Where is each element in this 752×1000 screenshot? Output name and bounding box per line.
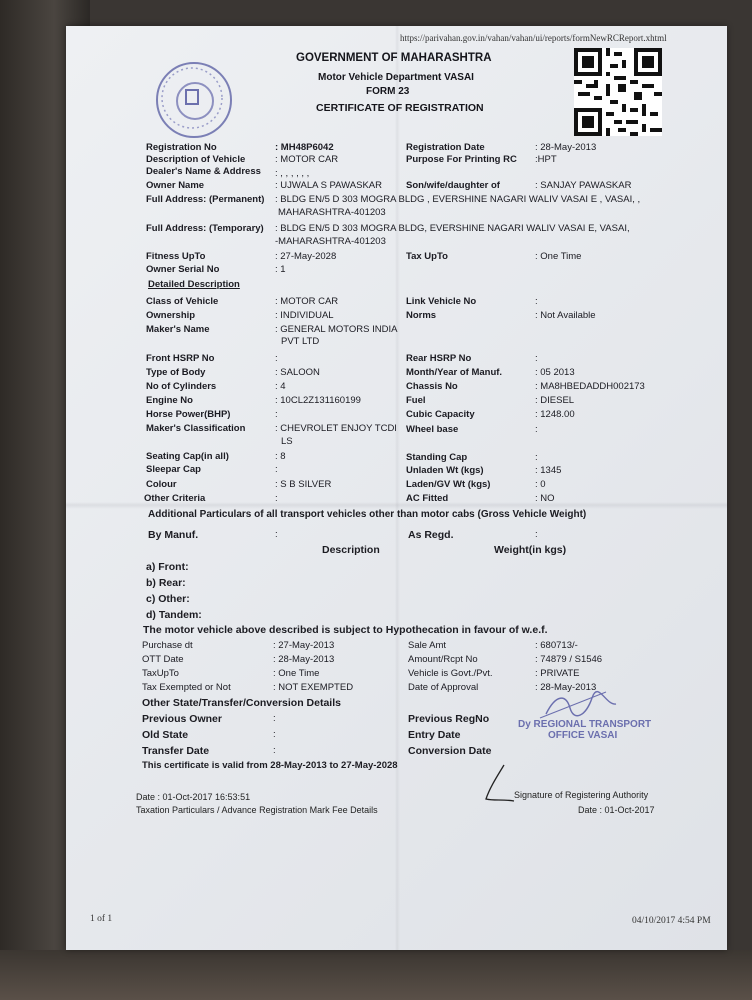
wheelbase-label: Wheel base [406, 424, 459, 435]
sale-label: Sale Amt [408, 640, 447, 651]
maker-class-label: Maker's Classification [146, 423, 246, 434]
rear-hsrp-value: : [535, 353, 538, 364]
approval-label: Date of Approval [408, 682, 479, 693]
standing-label: Standing Cap [406, 452, 468, 463]
purpose-label: Purpose For Printing RC [406, 154, 517, 165]
sleeper-label: Sleepar Cap [146, 464, 201, 475]
manuf-month-value: : 05 2013 [535, 367, 575, 378]
by-manuf-label: By Manuf. [148, 529, 199, 541]
fitness-value: : 27-May-2028 [275, 251, 337, 262]
prev-owner-colon: : [273, 713, 276, 724]
temp-address-line1: : BLDG EN/5 D 303 MOGRA BLDG, EVERSHINE NAGARI WALIV VASAI E, VASAI, [275, 223, 630, 234]
exempt-label: Tax Exempted or Not [142, 682, 231, 693]
class-value: : MOTOR CAR [275, 296, 339, 307]
laden-value: : 0 [535, 479, 546, 490]
validity-text: This certificate is valid from 28-May-2013 to 27-May-2028 [142, 760, 398, 771]
unladen-value: : 1345 [535, 465, 562, 476]
fitness-label: Fitness UpTo [146, 251, 206, 262]
chassis-label: Chassis No [406, 381, 458, 392]
seating-label: Seating Cap(in all) [146, 451, 229, 462]
by-manuf-colon: : [275, 529, 278, 540]
tandem-weight-label: d) Tandem: [146, 609, 202, 621]
conversion-date-label: Conversion Date [408, 745, 492, 757]
other-weight-label: c) Other: [146, 593, 190, 605]
desc-value: : MOTOR CAR [275, 154, 339, 165]
tax-value: : One Time [535, 251, 582, 262]
ott-value: : 28-May-2013 [273, 654, 335, 665]
entry-date-label: Entry Date [408, 729, 461, 741]
purchase-label: Purchase dt [142, 640, 193, 651]
old-state-colon: : [273, 729, 276, 740]
owner-label: Owner Name [146, 180, 205, 191]
form-title: FORM 23 [366, 86, 410, 97]
dealer-label: Dealer's Name & Address [146, 166, 261, 177]
relation-label: Son/wife/daughter of [406, 180, 500, 191]
serial-value: : 1 [275, 264, 286, 275]
description-col-header: Description [322, 544, 380, 556]
hypothecation-text: The motor vehicle above described is subject to Hypothecation in favour of w.e.f. [143, 624, 548, 636]
govt-pvt-value: : PRIVATE [535, 668, 580, 679]
perm-address-line2: MAHARASHTRA-401203 [278, 207, 386, 218]
front-weight-label: a) Front: [146, 561, 189, 573]
as-regd-colon: : [535, 529, 538, 540]
purchase-value: : 27-May-2013 [273, 640, 335, 651]
body-label: Type of Body [146, 367, 206, 378]
additional-heading: Additional Particulars of all transport vehicles other than motor cabs (Gross Vehicle Weight) [148, 509, 587, 520]
cylinders-label: No of Cylinders [146, 381, 217, 392]
state-seal-icon [156, 62, 232, 138]
maker-value-line1: : GENERAL MOTORS INDIA [275, 324, 398, 335]
cylinders-value: : 4 [275, 381, 286, 392]
taxation-particulars: Taxation Particulars / Advance Registration Mark Fee Details [136, 805, 378, 815]
transfer-date-label: Transfer Date [142, 745, 210, 757]
transfer-date-colon: : [273, 745, 276, 756]
chassis-value: : MA8HBEDADDH002173 [535, 381, 645, 392]
tax-label: Tax UpTo [406, 251, 448, 262]
qr-code-icon [574, 48, 662, 136]
purpose-value: :HPT [535, 154, 557, 165]
govt-pvt-label: Vehicle is Govt./Pvt. [408, 668, 493, 679]
ownership-value: : INDIVIDUAL [275, 310, 334, 321]
serial-label: Owner Serial No [146, 264, 220, 275]
reg-no-value: : MH48P6042 [275, 142, 334, 153]
reg-date-value: : 28-May-2013 [535, 142, 597, 153]
perm-address-line1: : BLDG EN/5 D 303 MOGRA BLDG , EVERSHINE NAGARI WALIV VASAI E , VASAI, , [275, 194, 641, 205]
temp-address-label: Full Address: (Temporary) [146, 223, 264, 234]
exempt-value: : NOT EXEMPTED [273, 682, 354, 693]
relation-value: : SANJAY PAWASKAR [535, 180, 632, 191]
taxupto-value: : One Time [273, 668, 320, 679]
maker-class-line2: LS [281, 436, 293, 447]
government-title: GOVERNMENT OF MAHARASHTRA [296, 52, 492, 64]
front-hsrp-label: Front HSRP No [146, 353, 215, 364]
wheelbase-value: : [535, 424, 538, 435]
front-hsrp-value: : [275, 353, 278, 364]
link-label: Link Vehicle No [406, 296, 477, 307]
sleeper-value: : [275, 464, 278, 475]
colour-label: Colour [146, 479, 177, 490]
amount-label: Amount/Rcpt No [408, 654, 478, 665]
registration-certificate [66, 26, 727, 950]
approval-value: : 28-May-2013 [535, 682, 597, 693]
link-value: : [535, 296, 538, 307]
print-timestamp: 04/10/2017 4:54 PM [632, 916, 711, 926]
hp-label: Horse Power(BHP) [146, 409, 231, 420]
old-state-label: Old State [142, 729, 189, 741]
ott-label: OTT Date [142, 654, 184, 665]
cc-label: Cubic Capacity [406, 409, 475, 420]
ac-label: AC Fitted [406, 493, 449, 504]
department-title: Motor Vehicle Department VASAI [318, 72, 474, 83]
unladen-label: Unladen Wt (kgs) [406, 465, 484, 476]
standing-value: : [535, 452, 538, 463]
taxupto-label: TaxUpTo [142, 668, 179, 679]
signature-date: Date : 01-Oct-2017 [578, 805, 655, 815]
engine-label: Engine No [146, 395, 193, 406]
prev-owner-label: Previous Owner [142, 713, 222, 725]
seating-value: : 8 [275, 451, 286, 462]
norms-value: : Not Available [535, 310, 596, 321]
fuel-value: : DIESEL [535, 395, 575, 406]
owner-value: : UJWALA S PAWASKAR [275, 180, 382, 191]
background-bottom [0, 950, 752, 1000]
page-number: 1 of 1 [90, 914, 113, 924]
laden-label: Laden/GV Wt (kgs) [406, 479, 491, 490]
other-criteria-value: : [275, 493, 278, 504]
temp-address-line2: -MAHARASHTRA-401203 [275, 236, 386, 247]
maker-value-line2: PVT LTD [281, 336, 320, 347]
rto-stamp [518, 719, 651, 741]
maker-class-line1: : CHEVROLET ENJOY TCDI [275, 423, 397, 434]
colour-value: : S B SILVER [275, 479, 332, 490]
class-label: Class of Vehicle [146, 296, 219, 307]
dealer-value: : , , , , , , [275, 168, 310, 179]
ac-value: : NO [535, 493, 555, 504]
manuf-month-label: Month/Year of Manuf. [406, 367, 503, 378]
stamp-line2: OFFICE VASAI [548, 730, 618, 741]
reg-no-label: Registration No [146, 142, 217, 153]
fuel-label: Fuel [406, 395, 426, 406]
weight-col-header: Weight(in kgs) [494, 544, 567, 556]
detailed-description-heading: Detailed Description [148, 279, 240, 290]
ownership-label: Ownership [146, 310, 196, 321]
amount-value: : 74879 / S1546 [535, 654, 603, 665]
signature-label: Signature of Registering Authority [514, 790, 649, 800]
prev-regno-label: Previous RegNo [408, 713, 490, 725]
rear-hsrp-label: Rear HSRP No [406, 353, 472, 364]
source-url: https://parivahan.gov.in/vahan/vahan/ui/reports/formNewRCReport.xhtml [400, 33, 667, 43]
engine-value: : 10CL2Z131160199 [275, 395, 361, 406]
stamp-line1: Dy REGIONAL TRANSPORT [518, 719, 652, 730]
sale-value: : 680713/- [535, 640, 578, 651]
body-value: : SALOON [275, 367, 320, 378]
perm-address-label: Full Address: (Permanent) [146, 194, 265, 205]
reg-date-label: Registration Date [406, 142, 485, 153]
cc-value: : 1248.00 [535, 409, 575, 420]
other-criteria-label: Other Criteria [144, 493, 206, 504]
hp-value: : [275, 409, 278, 420]
transfer-heading: Other State/Transfer/Conversion Details [142, 697, 341, 709]
maker-label: Maker's Name [146, 324, 210, 335]
rear-weight-label: b) Rear: [146, 577, 186, 589]
certificate-title: CERTIFICATE OF REGISTRATION [316, 102, 484, 114]
desc-label: Description of Vehicle [146, 154, 246, 165]
as-regd-label: As Regd. [408, 529, 454, 541]
issue-datetime: Date : 01-Oct-2017 16:53:51 [136, 792, 251, 802]
norms-label: Norms [406, 310, 437, 321]
